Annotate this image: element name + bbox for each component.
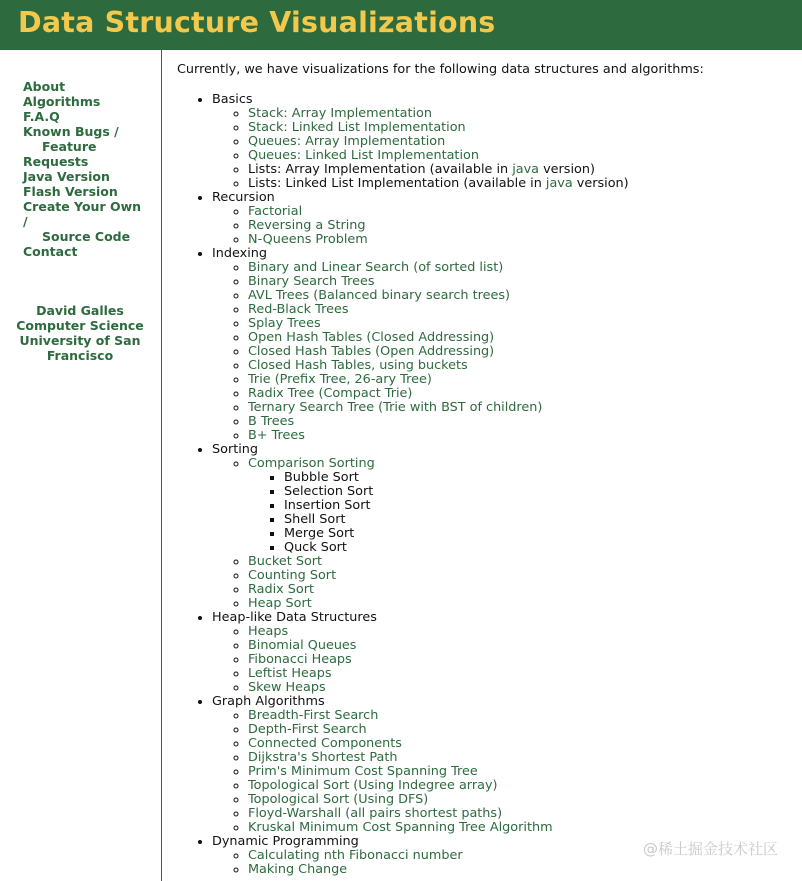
nav-flash-version[interactable]: Flash Version — [23, 184, 118, 199]
section-items — [212, 261, 792, 443]
link-closed-hash-tables-using-buckets[interactable]: Closed Hash Tables, using buckets — [248, 358, 468, 373]
item-text-suffix: version) — [539, 162, 595, 177]
list-item — [248, 569, 792, 583]
watermark: @稀土掘金技术社区 — [642, 840, 778, 858]
list-item — [248, 765, 792, 779]
list-item — [248, 415, 792, 429]
list-item — [248, 121, 792, 135]
section-title: Indexing — [212, 246, 268, 261]
link-heap-sort[interactable]: Heap Sort — [248, 596, 312, 611]
link-open-hash-tables-closed-addressing[interactable]: Open Hash Tables (Closed Addressing) — [248, 330, 495, 345]
credit-department: Computer Science — [16, 318, 144, 333]
link-skew-heaps[interactable]: Skew Heaps — [248, 680, 326, 695]
list-item — [248, 387, 792, 401]
list-item — [248, 177, 792, 191]
list-item — [248, 317, 792, 331]
credit-university-line1: University of San — [19, 333, 141, 348]
link-red-black-trees[interactable]: Red-Black Trees — [248, 302, 349, 317]
list-item — [248, 555, 792, 569]
link-avl-trees-balanced-binary-search-trees[interactable]: AVL Trees (Balanced binary search trees) — [248, 288, 511, 303]
link-ternary-search-tree-trie-with-bst-of-children[interactable]: Ternary Search Tree (Trie with BST of children) — [248, 400, 543, 415]
sidebar-nav — [0, 79, 160, 259]
link-kruskal-minimum-cost-spanning-tree-algorithm[interactable]: Kruskal Minimum Cost Spanning Tree Algorithm — [248, 820, 553, 835]
nav-about[interactable]: About — [23, 79, 66, 94]
comparison-sort-list — [248, 471, 792, 555]
nav-known-bugs[interactable] — [23, 124, 160, 169]
section-title: Graph Algorithms — [212, 694, 325, 709]
section-indexing — [212, 247, 792, 443]
link-comparison-sorting[interactable]: Comparison Sorting — [248, 456, 375, 471]
sidebar-divider — [161, 50, 162, 881]
link-making-change[interactable]: Making Change — [248, 862, 348, 877]
nav-create-your-own[interactable] — [23, 199, 160, 244]
sidebar — [0, 79, 160, 363]
list-item — [248, 303, 792, 317]
link-splay-trees[interactable]: Splay Trees — [248, 316, 321, 331]
link-breadth-first-search[interactable]: Breadth-First Search — [248, 708, 379, 723]
list-item — [248, 807, 792, 821]
link-depth-first-search[interactable]: Depth-First Search — [248, 722, 367, 737]
list-item — [248, 233, 792, 247]
item-text-suffix: version) — [572, 176, 629, 191]
page-title: Data Structure Visualizations — [18, 6, 496, 39]
intro-text: Currently, we have visualizations for the following data structures and algorithms: — [177, 62, 704, 77]
list-item — [248, 625, 792, 639]
item-text-prefix: Lists: Array Implementation (available in — [248, 162, 513, 177]
list-item — [248, 429, 792, 443]
section-items — [212, 107, 792, 191]
list-item — [248, 653, 792, 667]
java-version-link[interactable]: java — [512, 162, 539, 177]
list-item — [248, 821, 792, 835]
nav-known-bugs-line3: Requests — [23, 154, 89, 169]
link-reversing-a-string[interactable]: Reversing a String — [248, 218, 366, 233]
section-title: Recursion — [212, 190, 275, 205]
nav-algorithms[interactable]: Algorithms — [23, 94, 101, 109]
section-list — [177, 93, 792, 877]
link-trie-prefix-tree-26-ary-tree[interactable]: Trie (Prefix Tree, 26-ary Tree) — [248, 372, 432, 387]
link-binary-search-trees[interactable]: Binary Search Trees — [248, 274, 375, 289]
sort-insertion-sort: ▪ Insertion Sort — [284, 499, 792, 513]
link-closed-hash-tables-open-addressing[interactable]: Closed Hash Tables (Open Addressing) — [248, 344, 495, 359]
link-radix-sort[interactable]: Radix Sort — [248, 582, 315, 597]
author-credits — [0, 303, 160, 363]
list-item — [248, 597, 792, 611]
link-connected-components[interactable]: Connected Components — [248, 736, 402, 751]
list-item — [248, 667, 792, 681]
credit-university-line2: Francisco — [46, 348, 114, 363]
link-prim-s-minimum-cost-spanning-tree[interactable]: Prim's Minimum Cost Spanning Tree — [248, 764, 478, 779]
main-content — [177, 63, 792, 877]
list-item — [248, 219, 792, 233]
section-heap-like-data-structures — [212, 611, 792, 695]
section-items — [212, 625, 792, 695]
link-calculating-nth-fibonacci-number[interactable]: Calculating nth Fibonacci number — [248, 848, 463, 863]
link-queues-array-implementation[interactable]: Queues: Array Implementation — [248, 134, 446, 149]
link-topological-sort-using-dfs[interactable]: Topological Sort (Using DFS) — [248, 792, 429, 807]
list-item — [248, 205, 792, 219]
list-item — [248, 373, 792, 387]
nav-known-bugs-line1: Known Bugs / — [23, 124, 119, 139]
link-binomial-queues[interactable]: Binomial Queues — [248, 638, 357, 653]
nav-contact[interactable]: Contact — [23, 244, 78, 259]
link-leftist-heaps[interactable]: Leftist Heaps — [248, 666, 332, 681]
list-item — [248, 457, 792, 555]
link-queues-linked-list-implementation[interactable]: Queues: Linked List Implementation — [248, 148, 479, 163]
section-items — [212, 205, 792, 247]
sort-selection-sort: ▪ Selection Sort — [284, 485, 792, 499]
link-dijkstra-s-shortest-path[interactable]: Dijkstra's Shortest Path — [248, 750, 398, 765]
sort-quck-sort: ▪ Quck Sort — [284, 541, 792, 555]
list-item — [248, 107, 792, 121]
list-item — [248, 275, 792, 289]
link-binary-and-linear-search-of-sorted-list[interactable]: Binary and Linear Search (of sorted list) — [248, 260, 504, 275]
credit-author: David Galles — [36, 303, 124, 318]
section-graph-algorithms — [212, 695, 792, 835]
nav-java-version[interactable]: Java Version — [23, 169, 110, 184]
list-item — [248, 289, 792, 303]
nav-create-line3: Source Code — [42, 229, 131, 244]
link-factorial[interactable]: Factorial — [248, 204, 303, 219]
link-n-queens-problem[interactable]: N-Queens Problem — [248, 232, 368, 247]
list-item — [248, 681, 792, 695]
link-bucket-sort[interactable]: Bucket Sort — [248, 554, 323, 569]
section-title: Basics — [212, 92, 253, 107]
list-item — [248, 359, 792, 373]
section-basics — [212, 93, 792, 191]
list-item — [248, 737, 792, 751]
list-item — [248, 583, 792, 597]
link-stack-array-implementation[interactable]: Stack: Array Implementation — [248, 106, 432, 121]
list-item — [248, 135, 792, 149]
nav-faq[interactable]: F.A.Q — [23, 109, 60, 124]
list-item — [248, 149, 792, 163]
list-item — [248, 639, 792, 653]
link-floyd-warshall-all-pairs-shortest-paths[interactable]: Floyd-Warshall (all pairs shortest paths) — [248, 806, 503, 821]
section-items — [212, 457, 792, 611]
link-counting-sort[interactable]: Counting Sort — [248, 568, 337, 583]
link-radix-tree-compact-trie[interactable]: Radix Tree (Compact Trie) — [248, 386, 413, 401]
sort-bubble-sort: ▪ Bubble Sort — [284, 471, 792, 485]
section-title: Dynamic Programming — [212, 834, 359, 849]
link-b-trees[interactable]: B+ Trees — [248, 428, 305, 443]
list-item — [248, 779, 792, 793]
link-heaps[interactable]: Heaps — [248, 624, 289, 639]
section-title: Heap-like Data Structures — [212, 610, 377, 625]
list-item — [248, 723, 792, 737]
list-item — [248, 261, 792, 275]
sort-shell-sort: ▪ Shell Sort — [284, 513, 792, 527]
list-item — [248, 331, 792, 345]
item-text-prefix: Lists: Linked List Implementation (available in — [248, 176, 546, 191]
link-fibonacci-heaps[interactable]: Fibonacci Heaps — [248, 652, 352, 667]
section-items — [212, 709, 792, 835]
list-item — [248, 751, 792, 765]
list-item — [248, 709, 792, 723]
nav-create-line1: Create Your Own — [23, 199, 142, 214]
section-sorting — [212, 443, 792, 611]
page-header — [0, 0, 802, 50]
java-version-link[interactable]: java — [545, 176, 573, 191]
list-item — [248, 863, 792, 877]
sort-merge-sort: ▪ Merge Sort — [284, 527, 792, 541]
nav-known-bugs-line2: Feature — [42, 139, 97, 154]
link-b-trees[interactable]: B Trees — [248, 414, 295, 429]
list-item — [248, 163, 792, 177]
list-item — [248, 401, 792, 415]
link-topological-sort-using-indegree-array[interactable]: Topological Sort (Using Indegree array) — [248, 778, 498, 793]
link-stack-linked-list-implementation[interactable]: Stack: Linked List Implementation — [248, 120, 466, 135]
nav-create-line2: / — [23, 214, 28, 229]
section-recursion — [212, 191, 792, 247]
section-title: Sorting — [212, 442, 259, 457]
list-item — [248, 793, 792, 807]
list-item — [248, 345, 792, 359]
